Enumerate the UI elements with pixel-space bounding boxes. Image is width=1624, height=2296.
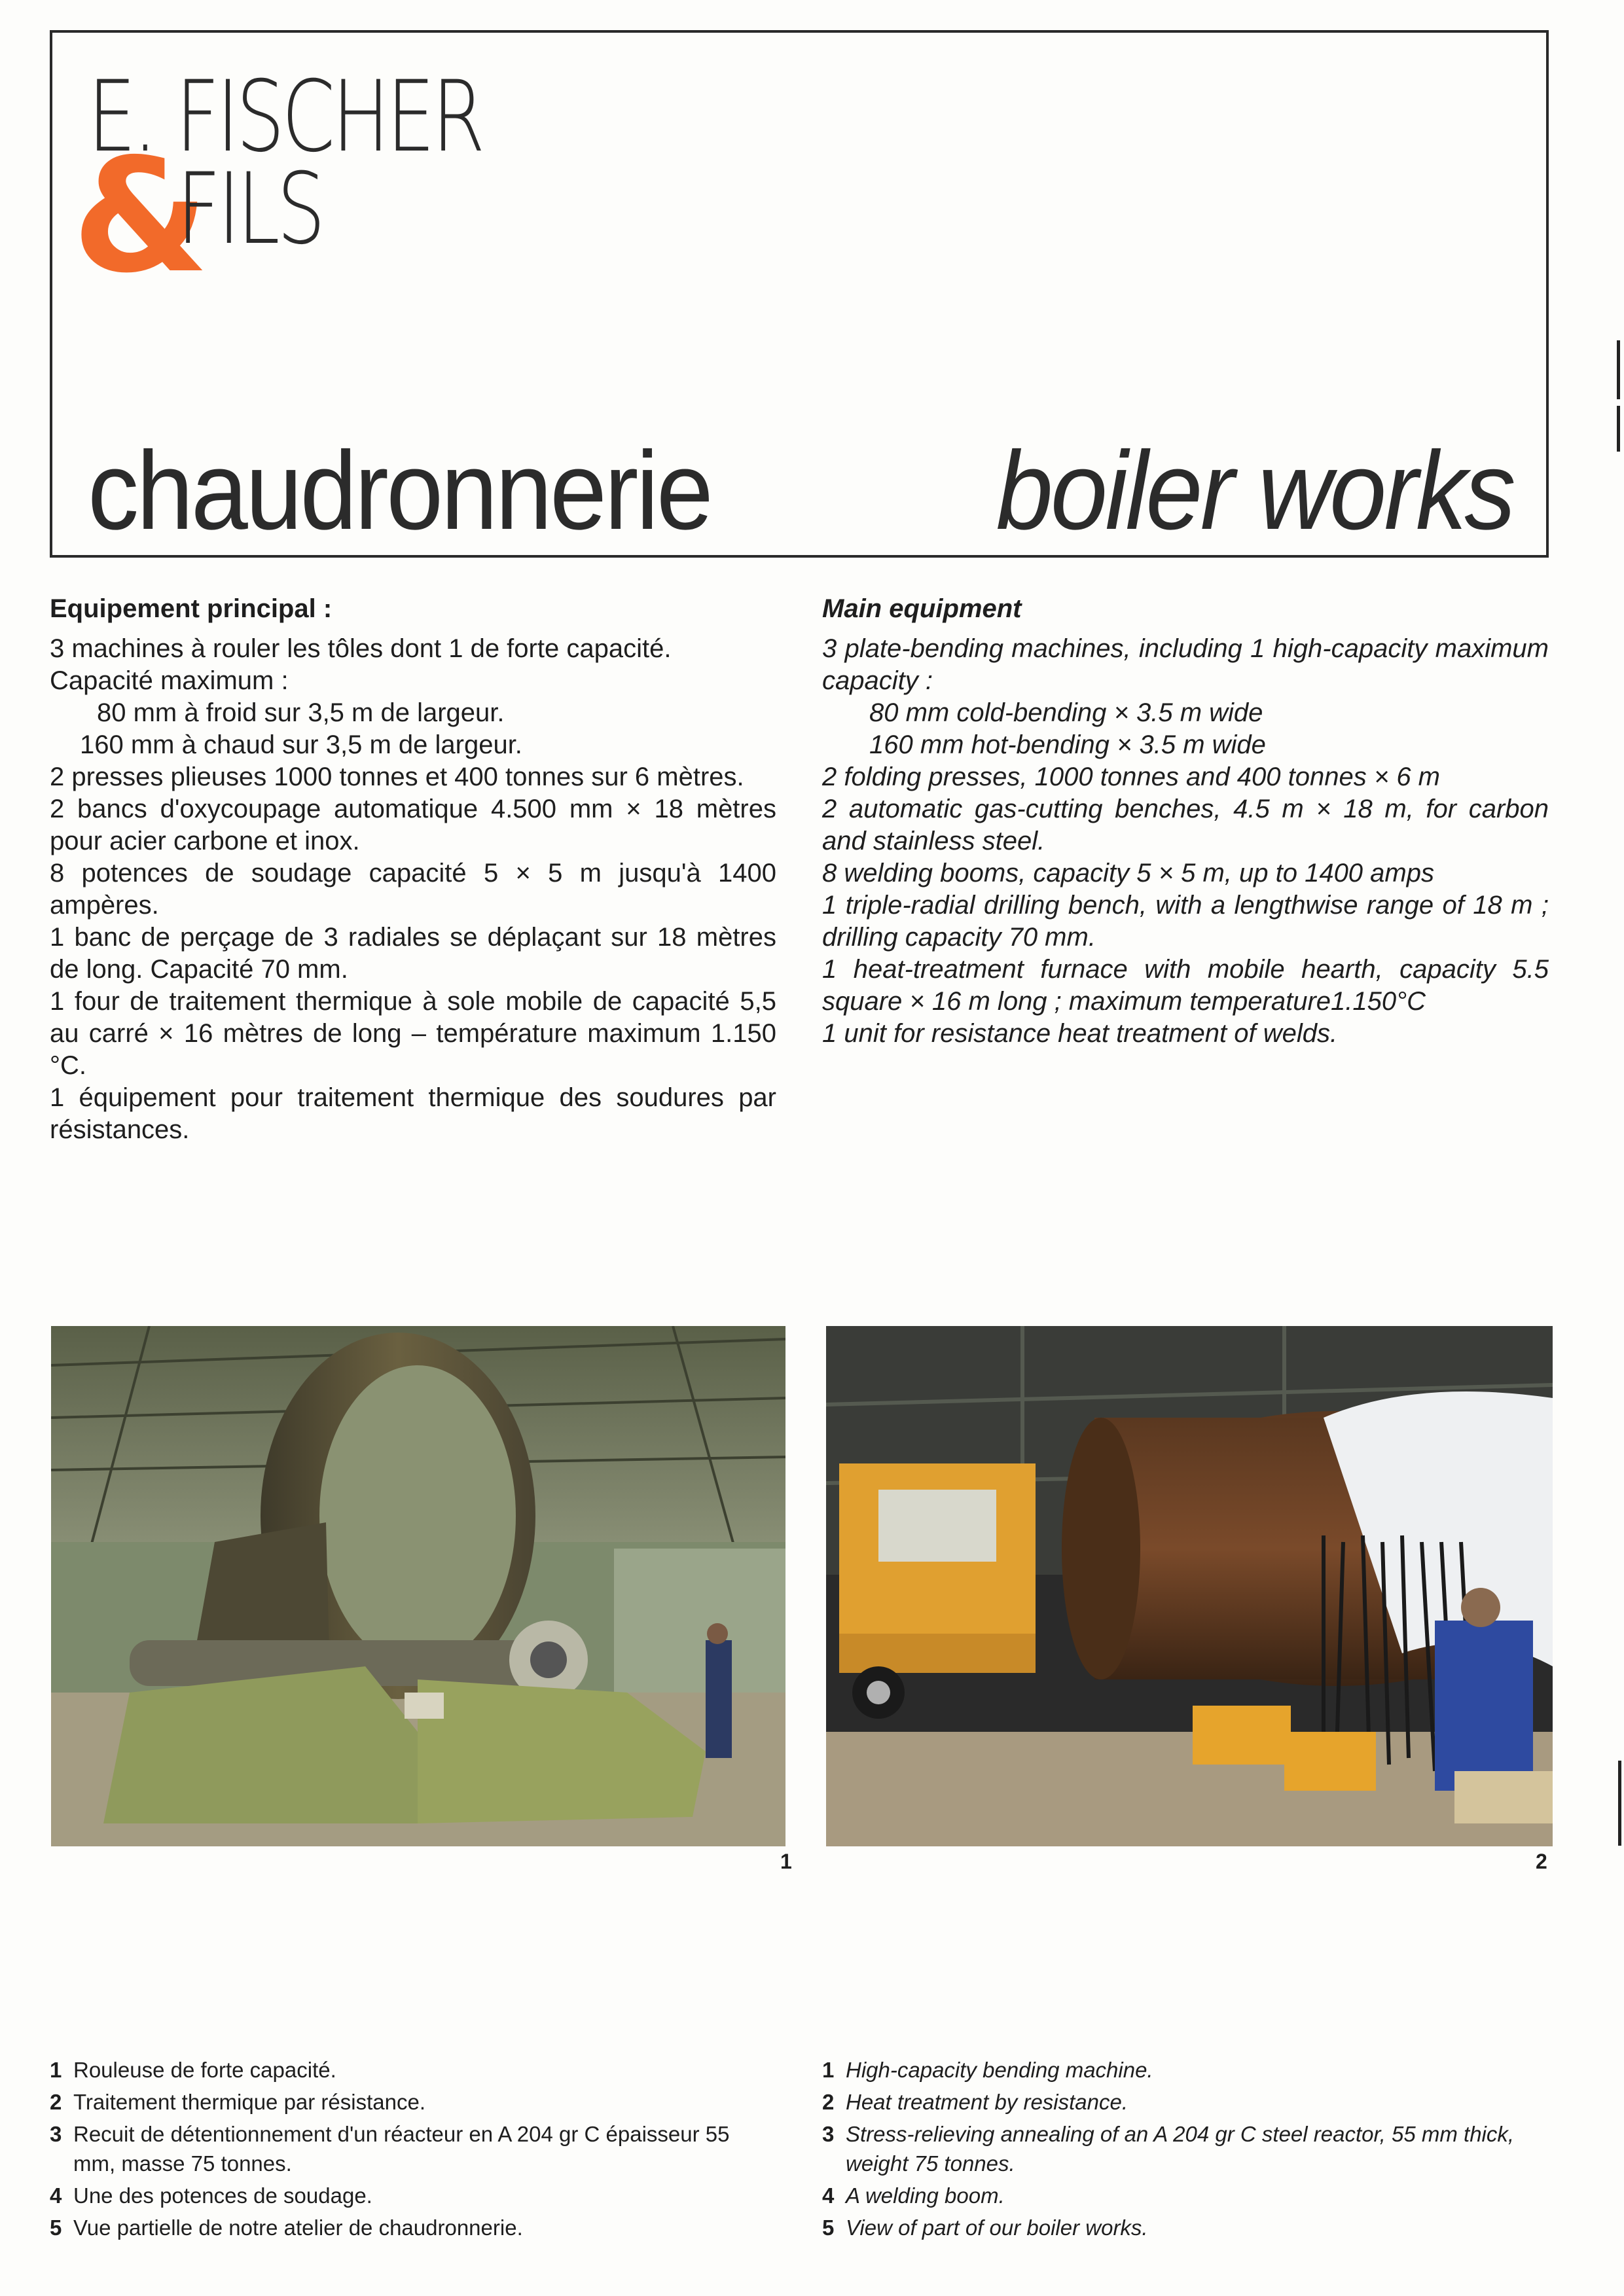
caption-number: 1: [822, 2058, 835, 2082]
photo-number-1: 1: [780, 1850, 792, 1873]
equipment-column-en: [822, 592, 1549, 1050]
photo-number-2: 2: [1536, 1850, 1547, 1873]
equipment-item: 1 triple-radial drilling bench, with a lengthwise range of 18 m ; drilling capacity 70 mm.: [822, 891, 1549, 952]
caption-item: [822, 2087, 1516, 2117]
page-title-fr: chaudronnerie: [88, 429, 712, 553]
caption-number: 2: [822, 2090, 835, 2114]
header-frame: [50, 30, 1549, 558]
equipment-item: 2 bancs d'oxycoupage automatique 4.500 mm × 18 mètres pour acier carbone et inox.: [50, 795, 776, 855]
logo-ampersand: &: [72, 124, 209, 308]
equipment-subitem: 80 mm à froid sur 3,5 m de largeur.: [97, 698, 505, 727]
page-title-en: boiler works: [996, 429, 1513, 553]
photo-bending-machine: [51, 1326, 785, 1846]
equipment-item: 2 presses plieuses 1000 tonnes et 400 tonnes sur 6 mètres.: [50, 762, 744, 791]
caption-number: 3: [822, 2122, 835, 2146]
logo-text-line2: FILS: [177, 152, 323, 266]
equipment-item: 1 four de traitement thermique à sole mobile de capacité 5,5 au carré × 16 mètres de long – température maximum 1.150 °C.: [50, 987, 776, 1080]
caption-item: [822, 2213, 1516, 2242]
equipment-heading-fr: Equipement principal :: [50, 594, 333, 623]
caption-text: Heat treatment by resistance.: [846, 2090, 1128, 2114]
equipment-item: 1 heat-treatment furnace with mobile hearth, capacity 5.5 square × 16 m long ; maximum temperature1.150°C: [822, 955, 1549, 1016]
caption-item: [50, 2181, 744, 2210]
caption-text: High-capacity bending machine.: [846, 2058, 1153, 2082]
equipment-item: 8 potences de soudage capacité 5 × 5 m jusqu'à 1400 ampères.: [50, 859, 776, 920]
caption-number: 3: [50, 2122, 62, 2146]
caption-item: [822, 2119, 1516, 2178]
caption-number: 4: [822, 2183, 835, 2208]
caption-item: [822, 2181, 1516, 2210]
caption-item: [50, 2055, 744, 2085]
equipment-item: 1 banc de perçage de 3 radiales se déplaçant sur 18 mètres de long. Capacité 70 mm.: [50, 923, 776, 984]
captions-en: [822, 2055, 1516, 2245]
logo-text-line1: E. FISCHER: [88, 60, 482, 174]
binding-mark: [1617, 340, 1620, 399]
caption-number: 5: [50, 2215, 62, 2240]
caption-number: 4: [50, 2183, 62, 2208]
equipment-item: 3 machines à rouler les tôles dont 1 de forte capacité.: [50, 634, 672, 663]
caption-text: Stress-relieving annealing of an A 204 gr C steel reactor, 55 mm thick, weight 75 tonnes.: [846, 2122, 1515, 2176]
equipment-subitem: 160 mm à chaud sur 3,5 m de largeur.: [80, 730, 522, 759]
caption-text: Traitement thermique par résistance.: [73, 2090, 426, 2114]
equipment-column-fr: [50, 592, 776, 1146]
captions-fr: [50, 2055, 744, 2245]
equipment-item: 3 plate-bending machines, including 1 high-capacity maximum capacity :: [822, 634, 1549, 695]
equipment-subitem: 80 mm cold-bending × 3.5 m wide: [869, 698, 1263, 727]
photo-heat-treatment: [826, 1326, 1553, 1846]
binding-mark: [1618, 1761, 1621, 1846]
caption-number: 5: [822, 2215, 835, 2240]
caption-item: [50, 2119, 744, 2178]
caption-text: Vue partielle de notre atelier de chaudronnerie.: [73, 2215, 523, 2240]
caption-text: View of part of our boiler works.: [846, 2215, 1148, 2240]
caption-item: [50, 2213, 744, 2242]
equipment-heading-en: Main equipment: [822, 594, 1022, 623]
caption-number: 2: [50, 2090, 62, 2114]
caption-text: A welding boom.: [846, 2183, 1005, 2208]
equipment-item: 8 welding booms, capacity 5 × 5 m, up to 1400 amps: [822, 859, 1434, 888]
equipment-item: 1 équipement pour traitement thermique des soudures par résistances.: [50, 1083, 776, 1144]
caption-item: [822, 2055, 1516, 2085]
caption-text: Recuit de détentionnement d'un réacteur en A 204 gr C épaisseur 55 mm, masse 75 tonnes.: [73, 2122, 730, 2176]
equipment-item: 1 unit for resistance heat treatment of welds.: [822, 1019, 1338, 1048]
caption-text: Rouleuse de forte capacité.: [73, 2058, 336, 2082]
equipment-item: Capacité maximum :: [50, 666, 289, 695]
equipment-item: 2 folding presses, 1000 tonnes and 400 tonnes × 6 m: [822, 762, 1441, 791]
equipment-item: 2 automatic gas-cutting benches, 4.5 m × 18 m, for carbon and stainless steel.: [822, 795, 1549, 855]
caption-number: 1: [50, 2058, 62, 2082]
equipment-subitem: 160 mm hot-bending × 3.5 m wide: [869, 730, 1266, 759]
binding-mark: [1617, 406, 1620, 452]
caption-item: [50, 2087, 744, 2117]
caption-text: Une des potences de soudage.: [73, 2183, 372, 2208]
